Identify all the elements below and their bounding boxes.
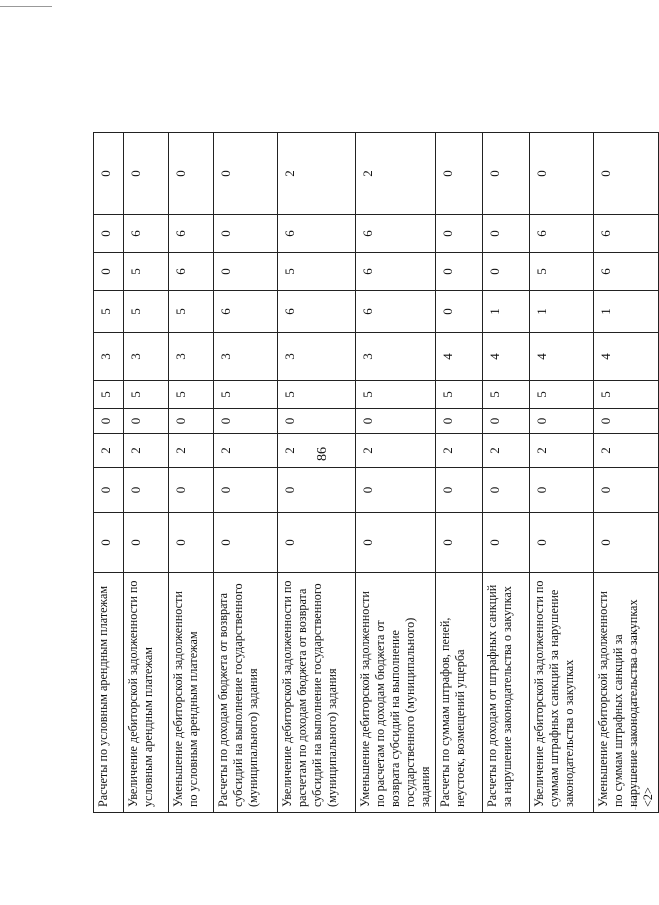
code-cell: 6 (594, 215, 659, 253)
table-row (94, 133, 124, 813)
code-cell: 4 (436, 333, 483, 381)
row-label: Расчеты по доходам от штрафных санкций за нарушение законодательства о закупках (483, 573, 530, 813)
code-cell: 5 (594, 381, 659, 409)
code-cell: 0 (169, 409, 214, 434)
code-cell: 0 (436, 133, 483, 215)
code-cell: 5 (124, 291, 169, 333)
code-cell: 2 (94, 434, 124, 468)
code-cell: 6 (169, 253, 214, 291)
code-cell: 0 (124, 468, 169, 513)
code-cell: 5 (530, 253, 594, 291)
code-cell: 0 (94, 133, 124, 215)
row-label: Увеличение дебиторской задолженности по условным арендным платежам (124, 573, 169, 813)
table-row (530, 133, 594, 813)
code-cell: 0 (436, 253, 483, 291)
row-label: Увеличение дебиторской задолженности по суммам штрафных санкций за нарушение законодательства о закупках (530, 573, 594, 813)
table-row (356, 133, 436, 813)
code-cell: 6 (124, 215, 169, 253)
code-cell: 5 (94, 381, 124, 409)
table-row (483, 133, 530, 813)
code-cell: 2 (278, 133, 356, 215)
code-cell: 6 (169, 215, 214, 253)
code-cell: 0 (530, 513, 594, 573)
table-row (278, 133, 356, 813)
code-cell: 2 (169, 434, 214, 468)
code-cell: 2 (214, 434, 278, 468)
code-cell: 0 (214, 513, 278, 573)
scan-edge-line (0, 6, 52, 7)
code-cell: 0 (94, 215, 124, 253)
code-cell: 2 (356, 133, 436, 215)
code-cell: 2 (530, 434, 594, 468)
code-cell: 0 (483, 215, 530, 253)
code-cell: 0 (594, 513, 659, 573)
code-cell: 6 (530, 215, 594, 253)
code-cell: 0 (214, 468, 278, 513)
code-cell: 2 (594, 434, 659, 468)
code-cell: 0 (356, 409, 436, 434)
table-body (94, 133, 659, 813)
code-cell: 0 (436, 215, 483, 253)
code-cell: 2 (436, 434, 483, 468)
code-cell: 4 (530, 333, 594, 381)
code-cell: 0 (169, 513, 214, 573)
code-cell: 5 (94, 291, 124, 333)
code-cell: 5 (278, 381, 356, 409)
code-cell: 2 (124, 434, 169, 468)
code-cell: 5 (214, 381, 278, 409)
code-cell: 0 (594, 133, 659, 215)
code-cell: 0 (94, 409, 124, 434)
code-cell: 0 (483, 253, 530, 291)
table-row (169, 133, 214, 813)
code-cell: 0 (483, 133, 530, 215)
code-cell: 3 (169, 333, 214, 381)
code-cell: 0 (94, 513, 124, 573)
code-cell: 0 (278, 513, 356, 573)
code-cell: 0 (436, 291, 483, 333)
code-cell: 0 (124, 409, 169, 434)
row-label: Уменьшение дебиторской задолженности по расчетам по доходам бюджета от возврата субсидий на выполнение государственного (муниципального) задания (356, 573, 436, 813)
code-cell: 6 (356, 253, 436, 291)
code-cell: 4 (483, 333, 530, 381)
code-cell: 0 (214, 409, 278, 434)
code-cell: 0 (594, 409, 659, 434)
code-cell: 1 (530, 291, 594, 333)
row-label: Расчеты по суммам штрафов, пеней, неустоек, возмещений ущерба (436, 573, 483, 813)
code-cell: 0 (530, 409, 594, 434)
code-cell: 3 (214, 333, 278, 381)
code-cell: 5 (278, 253, 356, 291)
code-cell: 1 (483, 291, 530, 333)
code-cell: 0 (594, 468, 659, 513)
code-cell: 0 (278, 468, 356, 513)
code-cell: 0 (214, 215, 278, 253)
code-cell: 4 (594, 333, 659, 381)
row-label: Увеличение дебиторской задолженности по расчетам по доходам бюджета от возврата субсидий на выполнение государственного (муниципального) задания (278, 573, 356, 813)
row-label: Уменьшение дебиторской задолженности по условным арендным платежам (169, 573, 214, 813)
table-row (594, 133, 659, 813)
code-cell: 1 (594, 291, 659, 333)
table-row (436, 133, 483, 813)
row-label: Расчеты по доходам бюджета от возврата субсидий на выполнение государственного (муниципального) задания (214, 573, 278, 813)
code-cell: 0 (436, 513, 483, 573)
code-cell: 2 (483, 434, 530, 468)
table-row (124, 133, 169, 813)
code-cell: 0 (483, 409, 530, 434)
code-cell: 5 (436, 381, 483, 409)
code-cell: 0 (94, 253, 124, 291)
code-cell: 6 (594, 253, 659, 291)
code-cell: 0 (436, 409, 483, 434)
code-cell: 0 (124, 133, 169, 215)
code-cell: 0 (356, 513, 436, 573)
code-cell: 0 (436, 468, 483, 513)
rotated-table-frame (93, 133, 655, 813)
code-cell: 0 (124, 513, 169, 573)
code-cell: 6 (278, 291, 356, 333)
code-cell: 0 (483, 513, 530, 573)
code-cell: 5 (356, 381, 436, 409)
code-cell: 0 (169, 468, 214, 513)
row-label: Уменьшение дебиторской задолженности по суммам штрафных санкций за нарушение законодательства о закупках <2> (594, 573, 659, 813)
code-cell: 0 (169, 133, 214, 215)
code-cell: 5 (124, 253, 169, 291)
code-cell: 2 (278, 434, 356, 468)
code-cell: 0 (530, 133, 594, 215)
code-cell: 5 (169, 381, 214, 409)
code-cell: 3 (94, 333, 124, 381)
code-cell: 6 (356, 291, 436, 333)
code-cell: 0 (214, 253, 278, 291)
table-row (214, 133, 278, 813)
code-cell: 6 (278, 215, 356, 253)
code-cell: 5 (124, 381, 169, 409)
page-number: 86 (315, 447, 330, 461)
code-cell: 0 (356, 468, 436, 513)
code-cell: 5 (169, 291, 214, 333)
code-cell: 5 (530, 381, 594, 409)
code-cell: 5 (483, 381, 530, 409)
row-label: Расчеты по условным арендным платежам (94, 573, 124, 813)
code-cell: 0 (483, 468, 530, 513)
table-container (93, 133, 655, 813)
code-cell: 0 (94, 468, 124, 513)
code-cell: 6 (356, 215, 436, 253)
code-cell: 0 (530, 468, 594, 513)
code-cell: 0 (214, 133, 278, 215)
code-cell: 0 (278, 409, 356, 434)
code-cell: 3 (356, 333, 436, 381)
code-cell: 2 (356, 434, 436, 468)
code-cell: 3 (124, 333, 169, 381)
code-cell: 6 (214, 291, 278, 333)
code-cell: 3 (278, 333, 356, 381)
account-codes-table (93, 132, 659, 813)
